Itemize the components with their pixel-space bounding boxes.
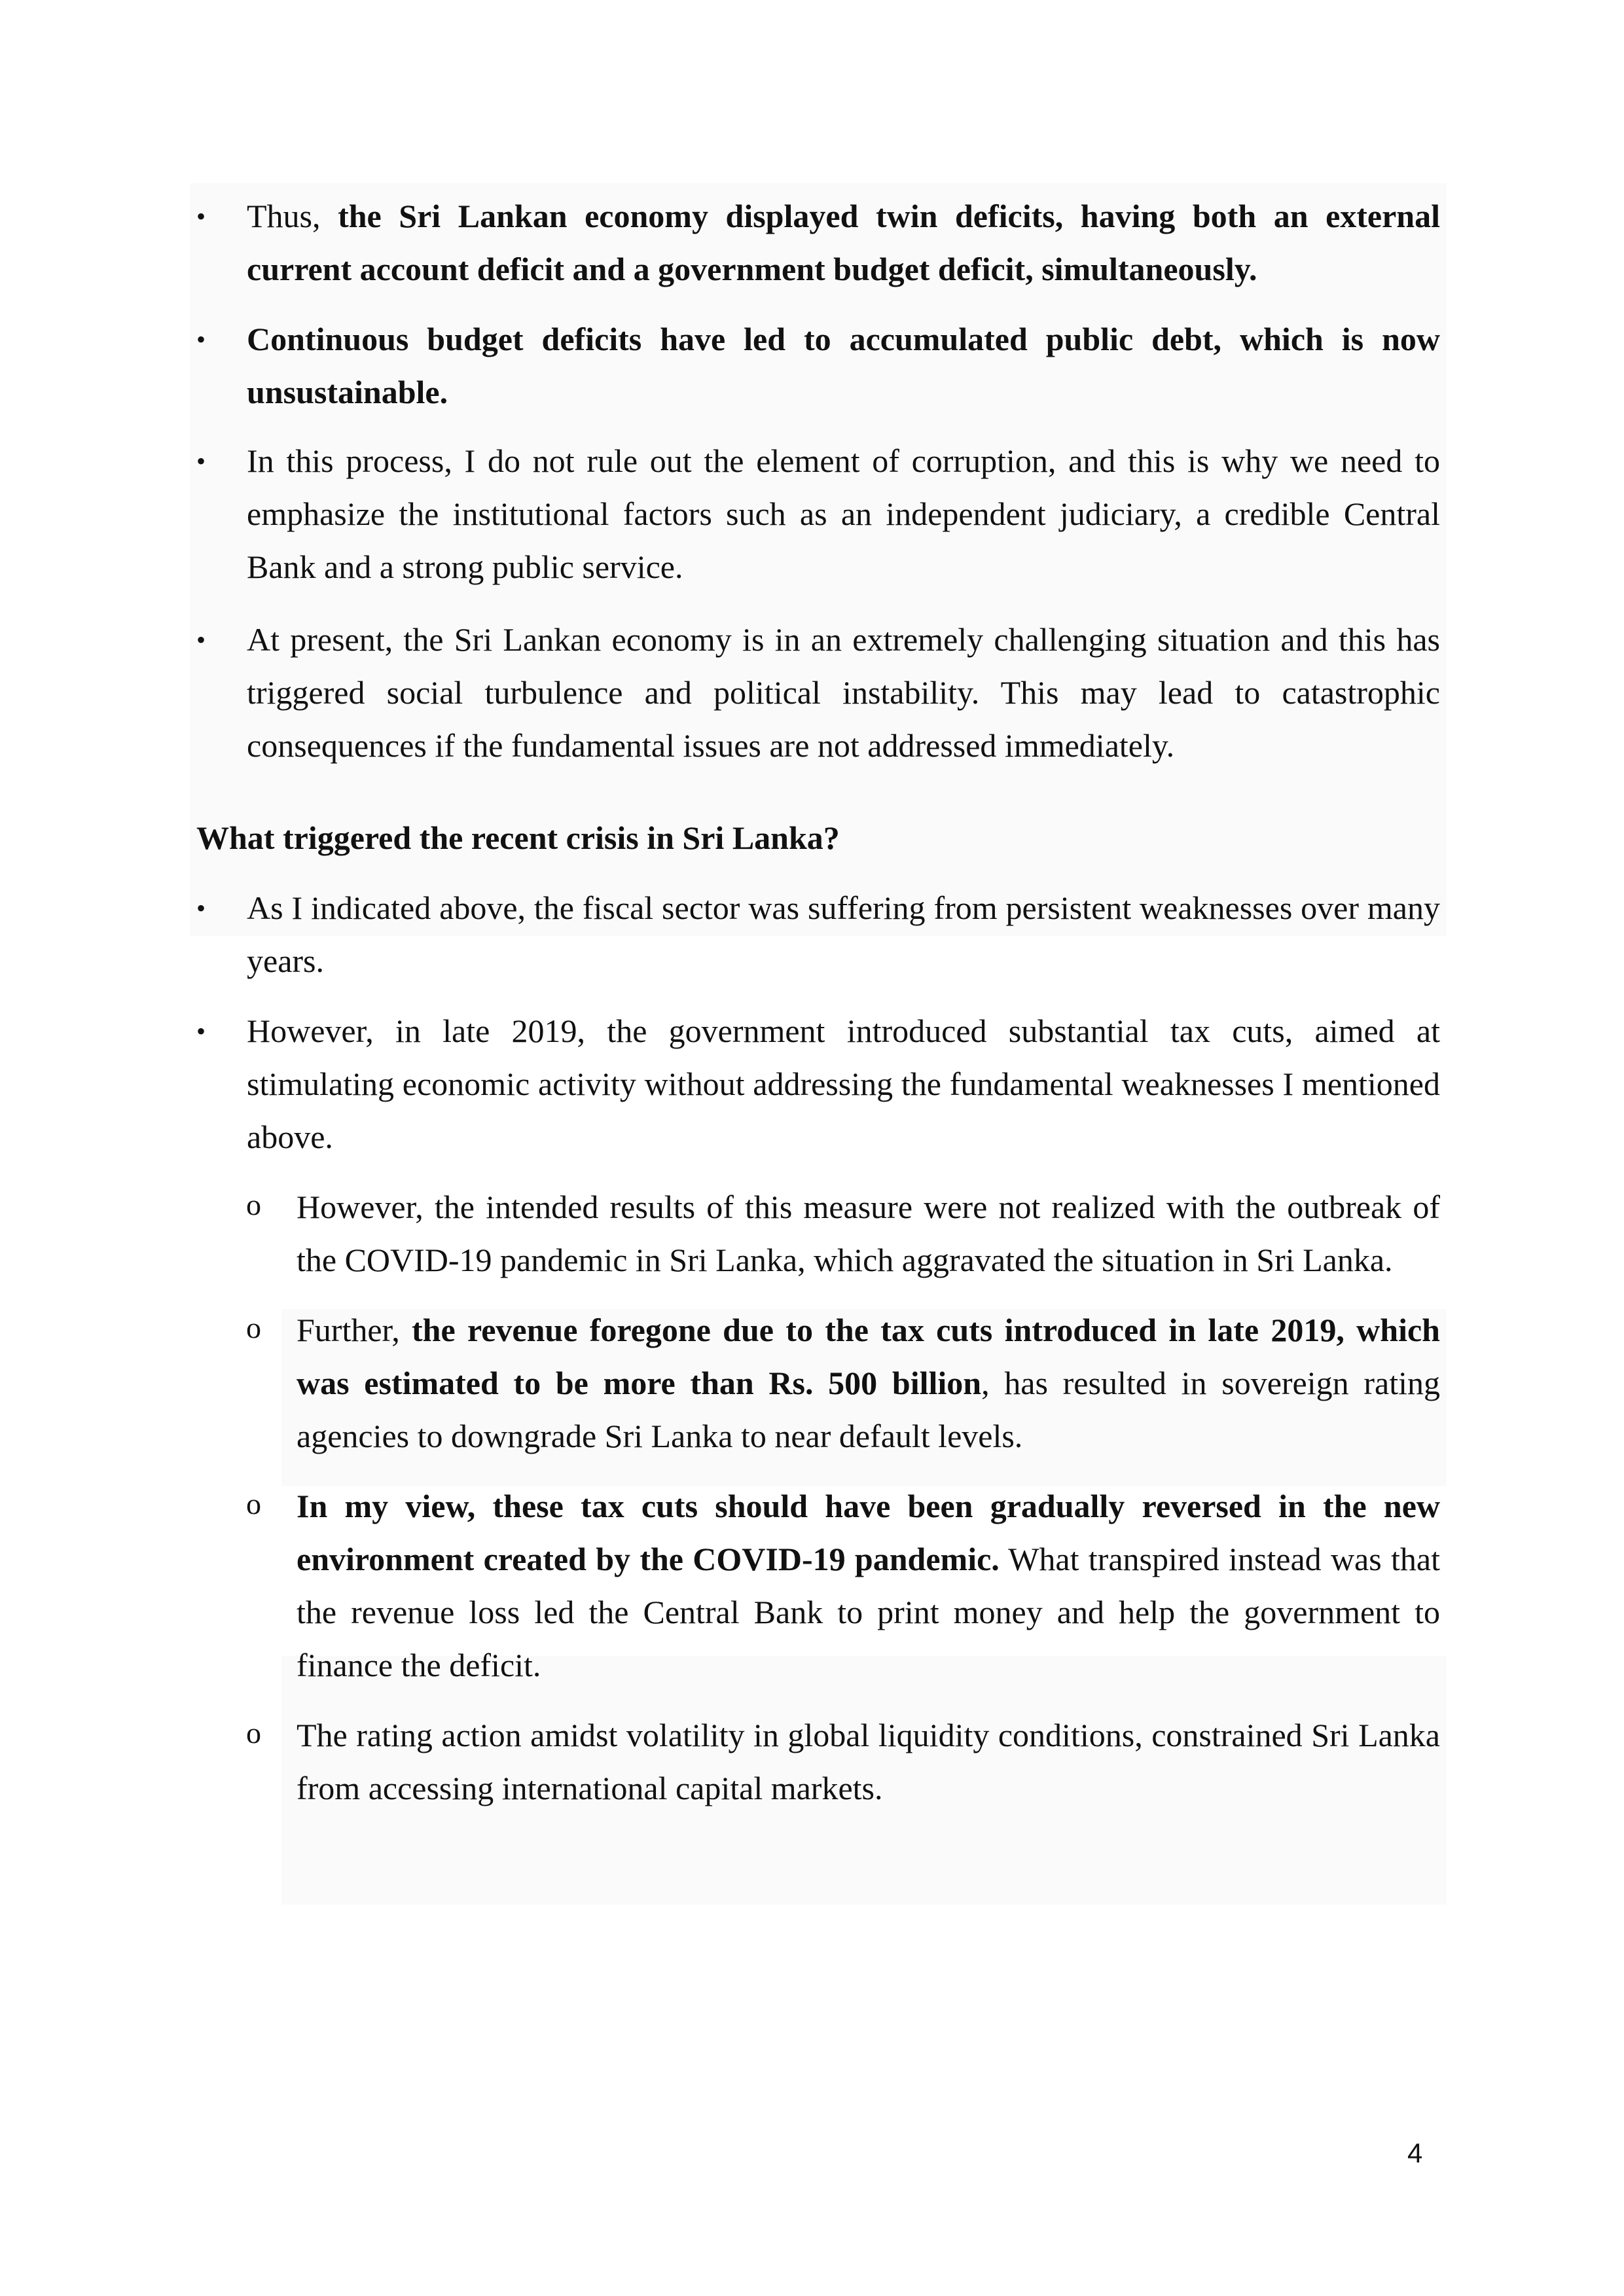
bullet-marker: • [196, 625, 206, 655]
text-run: In this process, I do not rule out the element of corruption, and this is why we need to emphasize the institutional factors such as an independent judiciary, a credible Central Bank and a strong public service. [247, 442, 1440, 585]
top-bullet-list [196, 190, 1440, 772]
sub-bullet-marker: o [246, 1716, 261, 1749]
bullet-text [297, 1488, 1440, 1683]
sub-bullet-marker: o [246, 1311, 261, 1344]
section-heading: What triggered the recent crisis in Sri Lanka? [196, 819, 840, 856]
text-run: What transpired instead was that the revenue loss led the Central Bank to print money and help the government to finance the deficit. [297, 1541, 1440, 1683]
bullet-text [247, 442, 1440, 585]
text-run: , has resulted in sovereign rating agencies to downgrade Sri Lanka to near default levels. [297, 1365, 1440, 1454]
bullet-item [196, 882, 1440, 988]
text-run: However, the intended results of this measure were not realized with the outbreak of the COVID-19 pandemic in Sri Lanka, which aggravated the situation in Sri Lanka. [297, 1189, 1440, 1278]
bullet-marker: • [196, 202, 206, 231]
bullet-text [297, 1717, 1440, 1806]
bullet-text [247, 321, 1440, 410]
sub-bullet-marker: o [246, 1188, 261, 1221]
bullet-item [196, 613, 1440, 772]
sub-bullet-item [196, 1709, 1440, 1815]
sub-bullet-item [196, 1181, 1440, 1287]
page-number: 4 [1407, 2138, 1423, 2168]
bullet-text [297, 1312, 1440, 1454]
bullet-text [247, 1013, 1440, 1155]
bullet-text [297, 1189, 1440, 1278]
bullet-item [196, 190, 1440, 296]
text-run: Thus, [247, 198, 338, 234]
bullet-item [196, 435, 1440, 594]
bold-text-run: In my view, these tax cuts should have been gradually reversed in the new environment created by the COVID-19 pandemic. [297, 1488, 1440, 1577]
text-run: As I indicated above, the fiscal sector was suffering from persistent weaknesses over many years. [247, 889, 1440, 979]
bullet-marker: • [196, 1016, 206, 1046]
bullet-text [247, 889, 1440, 979]
page-content [196, 190, 1440, 1815]
bullet-marker: • [196, 893, 206, 923]
bullet-marker: • [196, 446, 206, 476]
bullet-item [196, 1005, 1440, 1164]
text-run: At present, the Sri Lankan economy is in an extremely challenging situation and this has triggered social turbulence and political instability. This may lead to catastrophic consequences if the fundamental issues are not addressed immediately. [247, 621, 1440, 764]
bullet-text [247, 621, 1440, 764]
bold-text-run: Continuous budget deficits have led to accumulated public debt, which is now unsustainable. [247, 321, 1440, 410]
crisis-bullet-list [196, 882, 1440, 1164]
bullet-marker: • [196, 325, 206, 354]
bullet-item [196, 313, 1440, 419]
sub-bullet-list [196, 1181, 1440, 1815]
bold-text-run: the revenue foregone due to the tax cuts introduced in late 2019, which was estimated to be more than Rs. 500 billion [297, 1312, 1440, 1401]
bold-text-run: the Sri Lankan economy displayed twin deficits, having both an external current account deficit and a government budget deficit, simultaneously. [247, 198, 1441, 287]
sub-bullet-item [196, 1304, 1440, 1463]
bullet-text [247, 198, 1440, 287]
sub-bullet-item [196, 1480, 1440, 1692]
text-run: The rating action amidst volatility in global liquidity conditions, constrained Sri Lanka from accessing international capital markets. [297, 1717, 1440, 1806]
text-run: However, in late 2019, the government introduced substantial tax cuts, aimed at stimulating economic activity without addressing the fundamental weaknesses I mentioned above. [247, 1013, 1440, 1155]
sub-bullet-marker: o [246, 1487, 261, 1520]
text-run: Further, [297, 1312, 412, 1348]
